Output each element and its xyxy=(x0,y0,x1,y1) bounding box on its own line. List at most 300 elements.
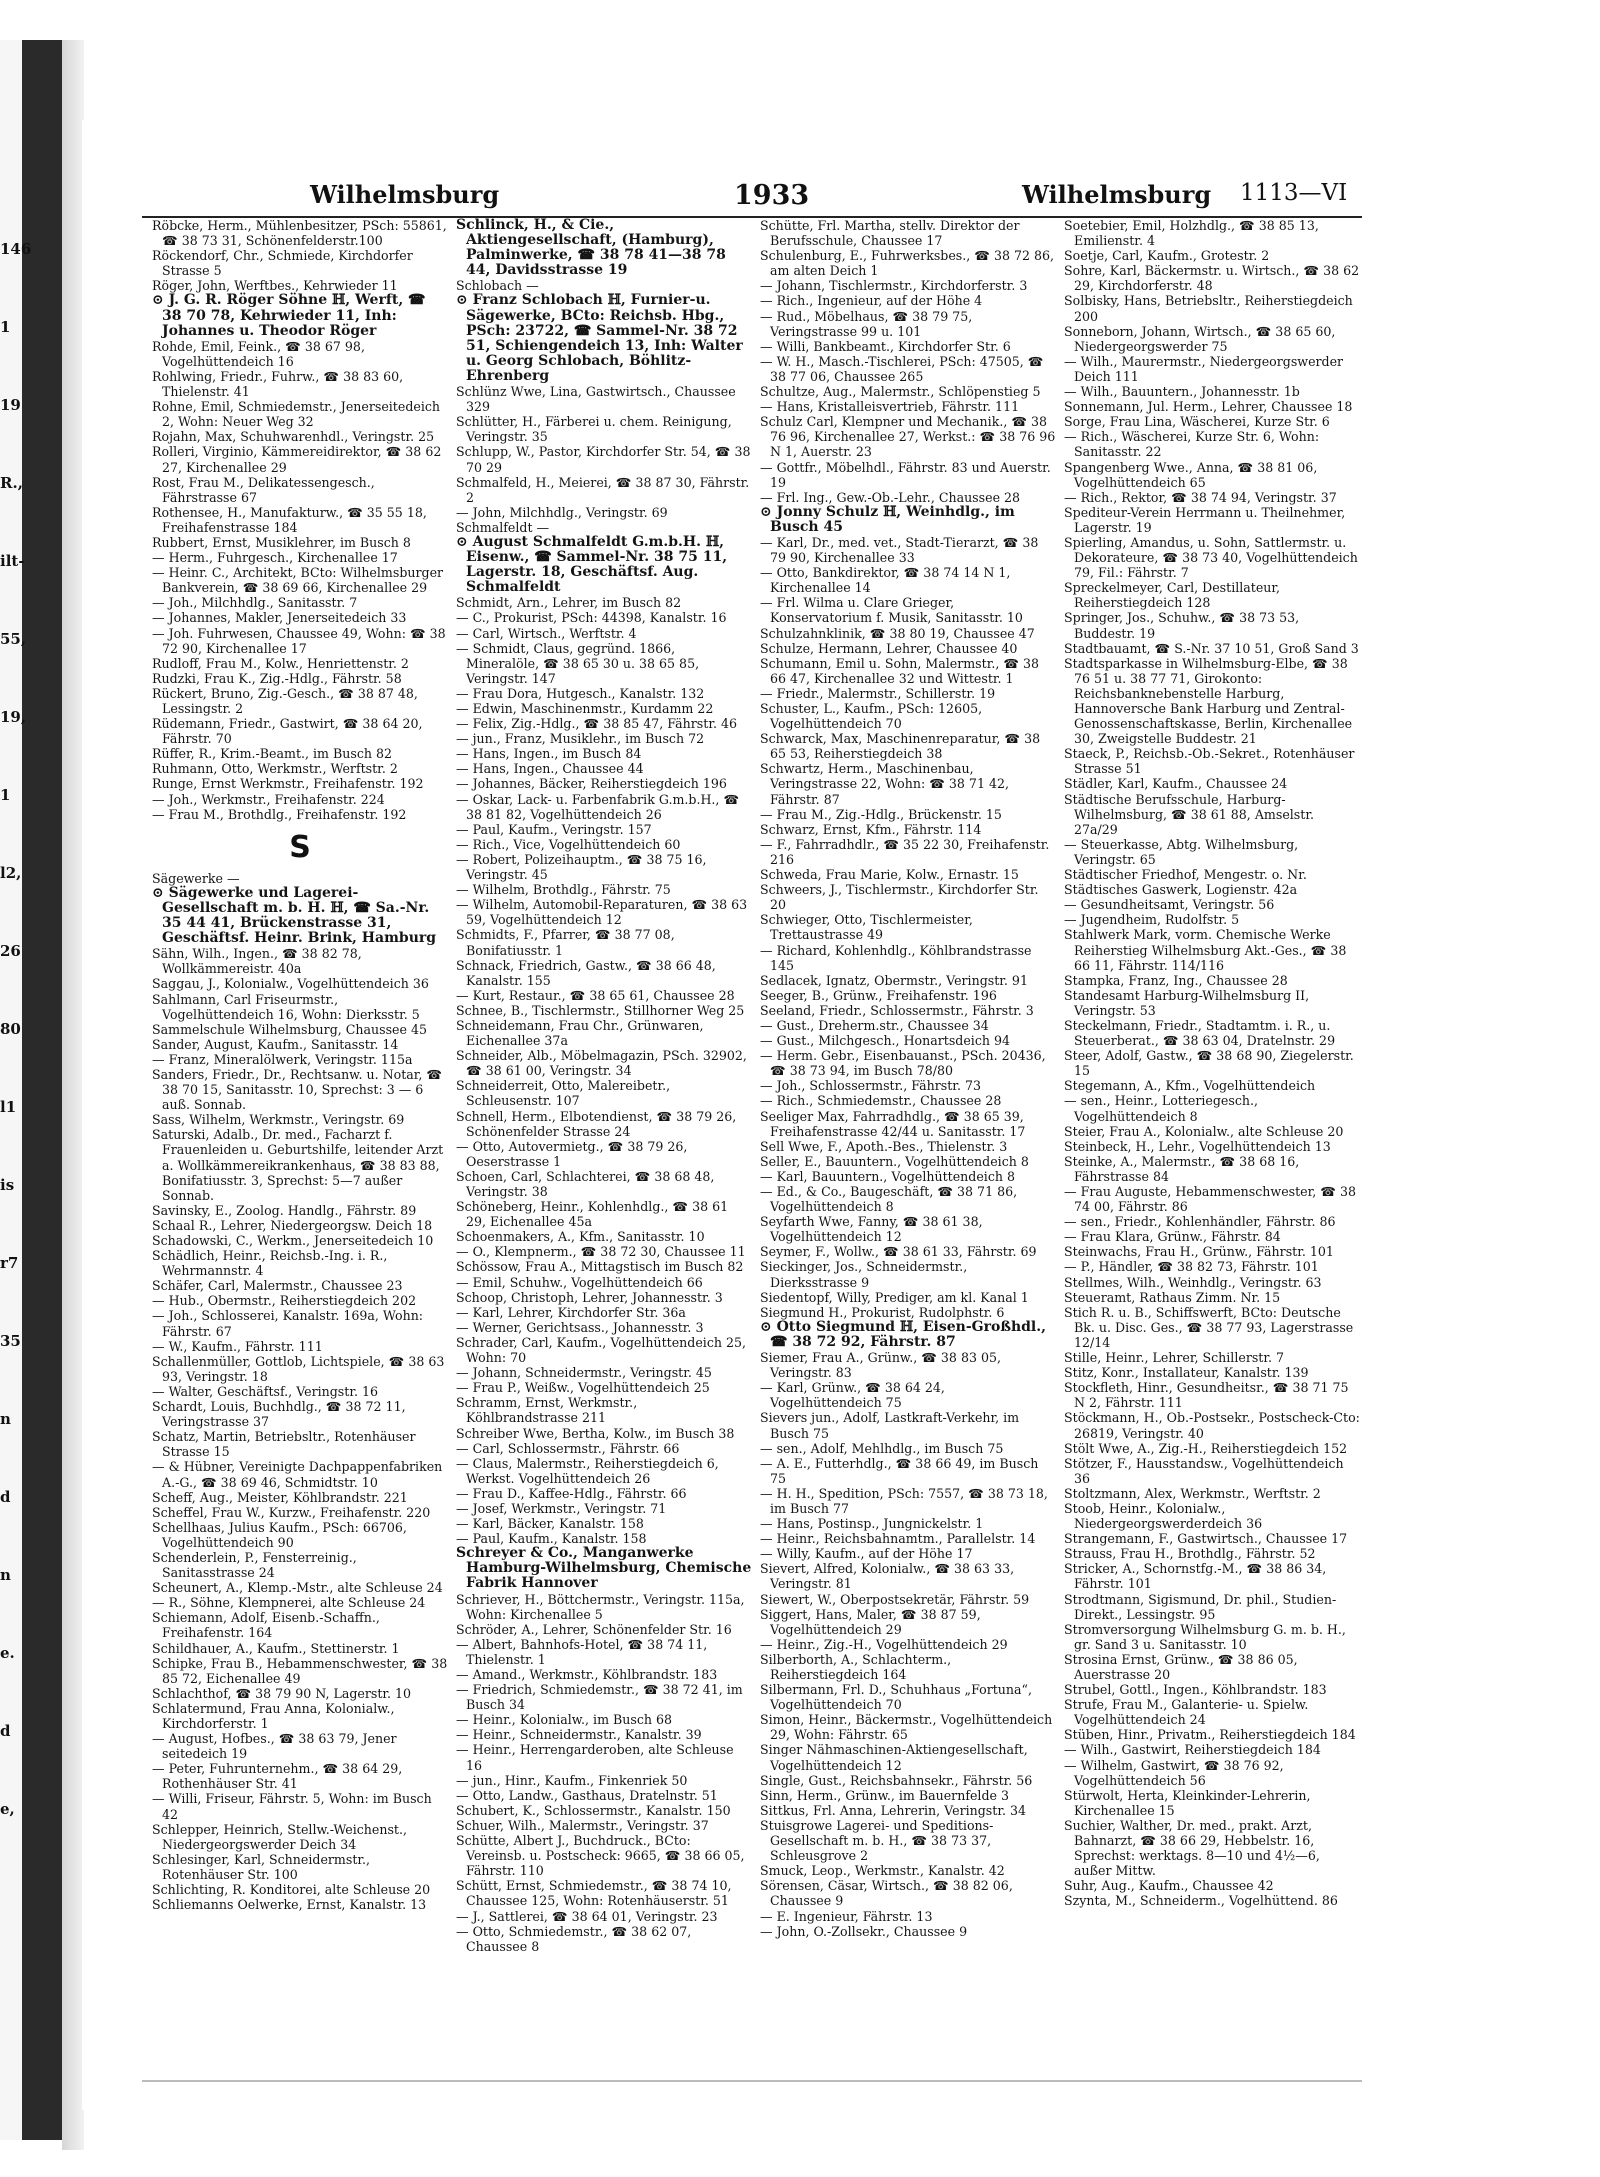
directory-entry: Rubbert, Ernst, Musiklehrer, im Busch 8 xyxy=(152,534,411,550)
directory-entry: — Frau M., Brothdlg., Freihafenstr. 192 xyxy=(152,806,407,822)
directory-entry: Stoob, Heinr., Kolonialw., Niedergeorgswerderdeich 36 xyxy=(1064,1500,1263,1532)
previous-page-fragment: 1 xyxy=(0,318,11,336)
directory-entry: — R., Söhne, Klempnerei, alte Schleuse 24 xyxy=(152,1595,426,1611)
directory-entry: Seller, E., Bauuntern., Vogelhüttendeich 8 xyxy=(760,1153,1029,1169)
directory-entry: Röbcke, Herm., Mühlenbesitzer, PSch: 55861, ☎ 38 73 31, Schönenfelderstr.100 xyxy=(152,218,447,249)
directory-entry: Schulenburg, E., Fuhrwerksbes., ☎ 38 72 86, am alten Deich 1 xyxy=(760,248,1055,279)
directory-entry: — Werner, Gerichtsass., Johannesstr. 3 xyxy=(456,1319,704,1335)
directory-page xyxy=(82,120,1522,2110)
column-4-entries xyxy=(1064,218,1360,1909)
directory-entry: Schütt, Ernst, Schmiedemstr., ☎ 38 74 10, Chaussee 125, Wohn: Rotenhäuserstr. 51 xyxy=(456,1878,732,1909)
previous-page-margin xyxy=(0,40,62,2140)
directory-entry: — Gesundheitsamt, Veringstr. 56 xyxy=(1064,897,1275,913)
directory-entry: Röger, John, Werftbes., Kehrwieder 11 xyxy=(152,278,398,294)
directory-entry: Sägewerke — xyxy=(152,870,240,886)
directory-entry: — Walter, Geschäftsf., Veringstr. 16 xyxy=(152,1383,378,1399)
directory-entry: — Herm. Gebr., Eisenbauanst., PSch. 20436, ☎ 38 73 94, im Busch 78/80 xyxy=(760,1048,1046,1079)
directory-entry: Strangemann, F., Gastwirtsch., Chaussee 17 xyxy=(1064,1531,1348,1547)
directory-entry: Scheff, Aug., Meister, Köhlbrandstr. 221 xyxy=(152,1489,408,1505)
directory-entry: Stromversorgung Wilhelmsburg G. m. b. H., gr. Sand 3 u. Sanitasstr. 10 xyxy=(1064,1621,1346,1652)
previous-page-fragment: e, xyxy=(0,1800,15,1818)
directory-entry: Saturski, Adalb., Dr. med., Facharzt f. Frauenleiden u. Geburtshilfe, leitender Arzt a. Wollkämmereikrankenhaus, ☎ 38 83 88, Bonifatiusstr. 3, Sprechst: 5—7 außer Sonnab. xyxy=(152,1127,444,1203)
directory-entry: Schlesinger, Karl, Schneidermstr., Rotenhäuser Str. 100 xyxy=(152,1851,371,1882)
directory-entry: — Frau M., Zig.-Hdlg., Brückenstr. 15 xyxy=(760,806,1002,822)
directory-entry: ⊙ August Schmalfeldt G.m.b.H. ℍ, Eisenw., ☎ Sammel-Nr. 38 75 11, Lagerstr. 18, Geschäftsf. Aug. Schmalfeldt xyxy=(456,533,728,596)
directory-entry: Schmalfeldt — xyxy=(456,519,550,535)
directory-entry: Schneider, Alb., Möbelmagazin, PSch. 32902, ☎ 38 61 00, Veringstr. 34 xyxy=(456,1048,747,1079)
directory-entry: — John, Milchhdlg., Veringstr. 69 xyxy=(456,504,668,520)
directory-entry: Schäfer, Carl, Malermstr., Chaussee 23 xyxy=(152,1278,403,1294)
header-left-title: Wilhelmsburg xyxy=(310,180,500,209)
directory-entry: — Felix, Zig.-Hdlg., ☎ 38 85 47, Fährstr. 46 xyxy=(456,716,737,732)
directory-entry: — Gust., Dreherm.str., Chaussee 34 xyxy=(760,1017,989,1033)
previous-page-fragment: d xyxy=(0,1722,11,1740)
previous-page-fragment: is xyxy=(0,1176,15,1194)
directory-entry: Schlupp, W., Pastor, Kirchdorfer Str. 54, ☎ 38 70 29 xyxy=(456,444,751,475)
directory-entry: Sohre, Karl, Bäckermstr. u. Wirtsch., ☎ 38 62 29, Kirchdorferstr. 48 xyxy=(1064,263,1360,294)
column-1 xyxy=(152,218,448,2078)
directory-entry: Schiemann, Adolf, Eisenb.-Schaffn., Freihafenstr. 164 xyxy=(152,1610,380,1641)
header-page-number: 1113—VI xyxy=(1240,180,1348,206)
directory-entry: — Willy, Kaufm., auf der Höhe 17 xyxy=(760,1546,973,1562)
directory-entry: — Rich., Schmiedemstr., Chaussee 28 xyxy=(760,1093,1002,1109)
directory-entry: Savinsky, E., Zoolog. Handlg., Fährstr. 89 xyxy=(152,1202,417,1218)
directory-entry: Seyfarth Wwe, Fanny, ☎ 38 61 38, Vogelhüttendeich 12 xyxy=(760,1214,983,1245)
directory-entry: Schössow, Frau A., Mittagstisch im Busch 82 xyxy=(456,1259,744,1275)
directory-entry: Steckelmann, Friedr., Stadtamtm. i. R., u. Steuerberat., ☎ 38 63 04, Dratelnstr. 29 xyxy=(1064,1017,1336,1049)
directory-entry: ⊙ Franz Schlobach ℍ, Furnier-u. Sägewerke, BCto: Reichsb. Hbg., PSch: 23722, ☎ Sammel-Nr. 38 72 51, Schiengendeich 13, Inh: Walter u. Georg Schlobach, Böhlitz-Ehrenberg xyxy=(456,292,743,384)
directory-entry: — Josef, Werkmstr., Veringstr. 71 xyxy=(456,1500,667,1516)
directory-entry: Saggau, J., Kolonialw., Vogelhüttendeich 36 xyxy=(152,976,429,992)
directory-entry: — Richard, Kohlenhdlg., Köhlbrandstrasse 145 xyxy=(760,942,1032,973)
directory-entry: — sen., Heinr., Lotteriegesch., Vogelhüttendeich 8 xyxy=(1064,1093,1259,1124)
directory-entry: Rohlwing, Friedr., Fuhrw., ☎ 38 83 60, Thielenstr. 41 xyxy=(152,368,404,400)
directory-entry: Rohne, Emil, Schmiedemstr., Jenerseitedeich 2, Wohn: Neuer Weg 32 xyxy=(152,399,441,430)
directory-entry: Schlünz Wwe, Lina, Gastwirtsch., Chaussee 329 xyxy=(456,384,736,415)
directory-entry: — Karl, Dr., med. vet., Stadt-Tierarzt, ☎ 38 79 90, Kirchenallee 33 xyxy=(760,534,1039,566)
directory-entry: — Amand., Werkmstr., Köhlbrandstr. 183 xyxy=(456,1667,718,1682)
directory-entry: Scheunert, A., Klemp.-Mstr., alte Schleuse 24 xyxy=(152,1580,443,1596)
directory-entry: — Joh., Schlosserei, Kanalstr. 169a, Wohn: Fährstr. 67 xyxy=(152,1308,424,1339)
directory-entry: Röckendorf, Chr., Schmiede, Kirchdorfer Strasse 5 xyxy=(152,248,413,279)
directory-entry: — Paul, Kaufm., Veringstr. 157 xyxy=(456,821,652,837)
directory-entry: — Franz, Mineralölwerk, Veringstr. 115a xyxy=(152,1051,413,1067)
directory-entry: Rojahn, Max, Schuhwarenhdl., Veringstr. 25 xyxy=(152,429,435,445)
column-3-entries xyxy=(760,218,1056,1939)
directory-entry: Schlobach — xyxy=(456,278,539,294)
directory-entry: Stegemann, A., Kfm., Vogelhüttendeich xyxy=(1064,1078,1316,1094)
directory-entry: Stellmes, Wilh., Weinhdlg., Veringstr. 63 xyxy=(1064,1274,1322,1290)
directory-entry: Suhr, Aug., Kaufm., Chaussee 42 xyxy=(1064,1878,1274,1894)
directory-entry: Sievers jun., Adolf, Lastkraft-Verkehr, im Busch 75 xyxy=(760,1410,1020,1441)
directory-entry: Stöckmann, H., Ob.-Postsekr., Postscheck-Cto: 26819, Veringstr. 40 xyxy=(1064,1410,1360,1441)
directory-entry: Städler, Karl, Kaufm., Chaussee 24 xyxy=(1064,776,1288,792)
previous-page-fragment: 1 xyxy=(0,786,11,804)
directory-entry: Schoen, Carl, Schlachterei, ☎ 38 68 48, Veringstr. 38 xyxy=(456,1168,715,1199)
directory-entry: Seeland, Friedr., Schlossermstr., Fährstr. 3 xyxy=(760,1002,1034,1018)
directory-entry: Schnell, Herm., Elbotendienst, ☎ 38 79 26, Schönenfelder Strasse 24 xyxy=(456,1108,737,1139)
directory-entry: Schöneberg, Heinr., Kohlenhdlg., ☎ 38 61 29, Eichenallee 45a xyxy=(456,1199,729,1230)
directory-entry: — Joh., Milchhdlg., Sanitasstr. 7 xyxy=(152,595,358,611)
directory-entry: — Peter, Fuhrunternehm., ☎ 38 64 29, Rothenhäuser Str. 41 xyxy=(152,1761,403,1792)
directory-entry: — Johannes, Bäcker, Reiherstiegdeich 196 xyxy=(456,776,727,792)
directory-entry: Schreiber Wwe, Bertha, Kolw., im Busch 38 xyxy=(456,1425,735,1441)
directory-entry: Stich R. u. B., Schiffswerft, BCto: Deutsche Bk. u. Disc. Ges., ☎ 38 77 93, Lagerstrasse 12/14 xyxy=(1064,1304,1354,1350)
column-1-entries-b xyxy=(152,871,448,1912)
directory-entry: Schipke, Frau B., Hebammenschwester, ☎ 38 85 72, Eichenallee 49 xyxy=(152,1655,448,1686)
directory-entry: Sorge, Frau Lina, Wäscherei, Kurze Str. 6 xyxy=(1064,414,1330,430)
directory-entry: Steinke, A., Malermstr., ☎ 38 68 16, Fährstrasse 84 xyxy=(1064,1153,1300,1184)
directory-entry: — Ed., & Co., Baugeschäft, ☎ 38 71 86, Vogelhüttendeich 8 xyxy=(760,1184,1018,1215)
directory-entry: — Joh. Fuhrwesen, Chaussee 49, Wohn: ☎ 38 72 90, Kirchenallee 17 xyxy=(152,625,446,656)
directory-entry: — Gottfr., Möbelhdl., Fährstr. 83 und Auerstr. 19 xyxy=(760,459,1051,490)
directory-entry: Single, Gust., Reichsbahnsekr., Fährstr. 56 xyxy=(760,1772,1033,1788)
directory-entry: Schuer, Wilh., Malermstr., Veringstr. 37 xyxy=(456,1817,709,1833)
directory-entry: Stadtsparkasse in Wilhelmsburg-Elbe, ☎ 38 76 51 u. 38 77 71, Girokonto: Reichsbanknebenstelle Harburg, Hannoversche Bank Harburg und Zentral-Genossenschaftskasse, Berlin, Kirchenallee 30, Zweigstelle Buddestr. 21 xyxy=(1064,655,1353,747)
directory-entry: Spierling, Amandus, u. Sohn, Sattlermstr. u. Dekorateure, ☎ 38 73 40, Vogelhüttendeich 79, Fil.: Fährstr. 7 xyxy=(1064,534,1358,581)
directory-entry: Schaal R., Lehrer, Niedergeorgsw. Deich 18 xyxy=(152,1217,433,1233)
directory-entry: — Karl, Lehrer, Kirchdorfer Str. 36a xyxy=(456,1304,686,1320)
directory-entry: Stockfleth, Hinr., Gesundheitsr., ☎ 38 71 75 N 2, Fährstr. 111 xyxy=(1064,1380,1349,1411)
directory-entry: Schweers, J., Tischlermstr., Kirchdorfer Str. 20 xyxy=(760,882,1039,913)
directory-entry: Sörensen, Cäsar, Wirtsch., ☎ 38 82 06, Chaussee 9 xyxy=(760,1878,1013,1909)
directory-entry: Seeger, B., Grünw., Freihafenstr. 196 xyxy=(760,987,997,1003)
directory-entry: Stadtbauamt, ☎ S.-Nr. 37 10 51, Groß Sand 3 xyxy=(1064,640,1359,656)
directory-entry: Schlatermund, Frau Anna, Kolonialw., Kirchdorferstr. 1 xyxy=(152,1700,395,1731)
directory-entry: Soetje, Carl, Kaufm., Grotestr. 2 xyxy=(1064,248,1270,264)
directory-entry: — Robert, Polizeihauptm., ☎ 38 75 16, Veringstr. 45 xyxy=(456,851,707,883)
directory-entry: Schütte, Frl. Martha, stellv. Direktor der Berufsschule, Chaussee 17 xyxy=(760,218,1020,249)
directory-entry: Schulzahnklinik, ☎ 38 80 19, Chaussee 47 xyxy=(760,625,1035,641)
directory-entry: Schellhaas, Julius Kaufm., PSch: 66706, Vogelhüttendeich 90 xyxy=(152,1519,407,1550)
page-header xyxy=(142,180,1352,216)
directory-entry: Runge, Ernst Werkmstr., Freihafenstr. 192 xyxy=(152,776,424,792)
directory-entry: Stahlwerk Mark, vorm. Chemische Werke Reiherstieg Wilhelmsburg Akt.-Ges., ☎ 38 66 11, Fährstr. 114/116 xyxy=(1064,927,1347,973)
directory-entry: — Herm., Fuhrgesch., Kirchenallee 17 xyxy=(152,550,398,566)
directory-entry: — John, O.-Zollsekr., Chaussee 9 xyxy=(760,1923,968,1939)
directory-entry: Rudloff, Frau M., Kolw., Henriettenstr. 2 xyxy=(152,655,409,671)
directory-entry: — Heinr., Kolonialw., im Busch 68 xyxy=(456,1712,673,1728)
directory-entry: Szynta, M., Schneiderm., Vogelhüttend. 86 xyxy=(1064,1893,1338,1909)
directory-entry: — Wilhelm, Automobil-Reparaturen, ☎ 38 63 59, Vogelhüttendeich 12 xyxy=(456,897,748,928)
column-4 xyxy=(1064,218,1360,2078)
directory-entry: Schriever, H., Böttchermstr., Veringstr. 115a, Wohn: Kirchenallee 5 xyxy=(456,1591,745,1622)
directory-entry: Solbisky, Hans, Betriebsltr., Reiherstiegdeich 200 xyxy=(1064,293,1353,324)
directory-entry: Schmidt, Arn., Lehrer, im Busch 82 xyxy=(456,595,682,611)
directory-entry: — jun., Franz, Musiklehr., im Busch 72 xyxy=(456,731,705,747)
directory-entry: Rolleri, Virginio, Kämmereidirektor, ☎ 38 62 27, Kirchenallee 29 xyxy=(152,444,442,475)
directory-entry: Schmidts, F., Pfarrer, ☎ 38 77 08, Bonifatiusstr. 1 xyxy=(456,927,675,958)
directory-entry: Schramm, Ernst, Werkmstr., Köhlbrandstrasse 211 xyxy=(456,1395,638,1426)
directory-entry: Silberborth, A., Schlachterm., Reiherstiegdeich 164 xyxy=(760,1651,952,1682)
directory-entry: Schulze, Hermann, Lehrer, Chaussee 40 xyxy=(760,640,1018,656)
directory-entry: — Gust., Milchgesch., Honartsdeich 94 xyxy=(760,1033,1011,1049)
column-2-entries xyxy=(456,218,752,1954)
directory-entry: Spediteur-Verein Herrmann u. Theilnehmer, Lagerstr. 19 xyxy=(1064,504,1346,535)
directory-entry: — Johann, Schneidermstr., Veringstr. 45 xyxy=(456,1365,712,1381)
directory-entry: — Hans, Kristalleisvertrieb, Fährstr. 111 xyxy=(760,399,1020,415)
directory-entry: — Heinr. C., Architekt, BCto: Wilhelmsburger Bankverein, ☎ 38 69 66, Kirchenallee 29 xyxy=(152,565,444,596)
directory-entry: — Otto, Landw., Gasthaus, Dratelnstr. 51 xyxy=(456,1787,718,1803)
directory-entry: — E. Ingenieur, Fährstr. 13 xyxy=(760,1908,933,1924)
directory-entry: Scheffel, Frau W., Kurzw., Freihafenstr. 220 xyxy=(152,1504,431,1520)
directory-entry: Schardt, Louis, Buchhdlg., ☎ 38 72 11, Veringstrasse 37 xyxy=(152,1399,406,1430)
directory-entry: ⊙ J. G. R. Röger Söhne ℍ, Werft, ☎ 38 70 78, Kehrwieder 11, Inh: Johannes u. Theodor Röger xyxy=(152,292,426,339)
directory-entry: Schlinck, H., & Cie., Aktiengesellschaft, (Hamburg), Palminwerke, ☎ 38 78 41—38 78 44, Davidsstrasse 19 xyxy=(456,218,726,279)
directory-entry: Rost, Frau M., Delikatessengesch., Fährstrasse 67 xyxy=(152,474,375,505)
directory-entry: Sonneborn, Johann, Wirtsch., ☎ 38 65 60, Niedergeorgswerder 75 xyxy=(1064,323,1336,354)
previous-page-fragment: ilt- xyxy=(0,552,25,570)
directory-entry: — C., Prokurist, PSch: 44398, Kanalstr. 16 xyxy=(456,610,727,626)
directory-entry: — W., Kaufm., Fährstr. 111 xyxy=(152,1338,323,1354)
previous-page-fragment: 146 xyxy=(0,240,32,258)
directory-entry: — Johann, Tischlermstr., Kirchdorferstr. 3 xyxy=(760,278,1028,294)
directory-entry: Schuster, L., Kaufm., PSch: 12605, Vogelhüttendeich 70 xyxy=(760,701,983,732)
directory-entry: Strubel, Gottl., Ingen., Köhlbrandstr. 183 xyxy=(1064,1682,1327,1698)
directory-entry: — Friedr., Malermstr., Schillerstr. 19 xyxy=(760,685,996,701)
directory-entry: Sonnemann, Jul. Herm., Lehrer, Chaussee 18 xyxy=(1064,399,1353,415)
directory-entry: Schmalfeld, H., Meierei, ☎ 38 87 30, Fährstr. 2 xyxy=(456,474,750,505)
directory-entry: — Heinr., Herrengarderoben, alte Schleuse 16 xyxy=(456,1742,734,1773)
directory-entry: Steueramt, Rathaus Zimm. Nr. 15 xyxy=(1064,1289,1281,1305)
directory-entry: — Otto, Schmiedemstr., ☎ 38 62 07, Chaussee 8 xyxy=(456,1923,692,1954)
directory-entry: — Friedrich, Schmiedemstr., ☎ 38 72 41, im Busch 34 xyxy=(456,1682,743,1713)
directory-entry: — Claus, Malermstr., Reiherstiegdeich 6, Werkst. Vogelhüttendeich 26 xyxy=(456,1455,719,1486)
directory-entry: — & Hübner, Vereinigte Dachpappenfabriken A.-G., ☎ 38 69 46, Schmidtstr. 10 xyxy=(152,1459,443,1490)
directory-entry: — Schmidt, Claus, gegründ. 1866, Mineralöle, ☎ 38 65 30 u. 38 65 85, Veringstr. 147 xyxy=(456,640,700,686)
directory-entry: Stüben, Hinr., Privatm., Reiherstiegdeich 184 xyxy=(1064,1727,1356,1743)
directory-entry: — Wilhelm, Brothdlg., Fährstr. 75 xyxy=(456,882,671,898)
directory-entry: Soetebier, Emil, Holzhdlg., ☎ 38 85 13, Emilienstr. 4 xyxy=(1064,218,1319,249)
directory-entry: — Joh., Werkmstr., Freihafenstr. 224 xyxy=(152,791,385,807)
directory-entry: Städtische Berufsschule, Harburg-Wilhelmsburg, ☎ 38 61 88, Amselstr. 27a/29 xyxy=(1064,791,1314,837)
page-gutter-shadow xyxy=(62,40,84,2150)
previous-page-fragment: 26 xyxy=(0,942,21,960)
directory-entry: — Frl. Ing., Gew.-Ob.-Lehr., Chaussee 28 xyxy=(760,489,1021,505)
directory-entry: — Hans, Postinsp., Jungnickelstr. 1 xyxy=(760,1516,984,1532)
directory-entry: — sen., Friedr., Kohlenhändler, Fährstr. 86 xyxy=(1064,1214,1336,1230)
directory-entry: Schrader, Carl, Kaufm., Vogelhüttendeich 25, Wohn: 70 xyxy=(456,1334,747,1366)
directory-entry: Sass, Wilhelm, Werkmstr., Veringstr. 69 xyxy=(152,1112,405,1128)
directory-entry: Rüffer, R., Krim.-Beamt., im Busch 82 xyxy=(152,746,393,762)
directory-entry: — Carl, Wirtsch., Werftstr. 4 xyxy=(456,625,637,641)
previous-page-fragment: d xyxy=(0,1488,11,1506)
directory-entry: ⊙ Otto Siegmund ℍ, Eisen-Großhdl., ☎ 38 72 92, Fährstr. 87 xyxy=(760,1318,1046,1350)
directory-entry: Schadowski, C., Werkm., Jenerseitedeich 10 xyxy=(152,1233,434,1248)
directory-entry: Schwarck, Max, Maschinenreparatur, ☎ 38 65 53, Reiherstiegdeich 38 xyxy=(760,731,1041,762)
directory-entry: Städtischer Friedhof, Mengestr. o. Nr. xyxy=(1064,867,1307,883)
directory-entry: — Otto, Bankdirektor, ☎ 38 74 14 N 1, Kirchenallee 14 xyxy=(760,565,1011,596)
directory-entry: — A. E., Futterhdlg., ☎ 38 66 49, im Busch 75 xyxy=(760,1455,1039,1486)
directory-entry: Stampka, Franz, Ing., Chaussee 28 xyxy=(1064,972,1288,988)
column-1-entries-a xyxy=(152,218,448,822)
directory-entry: Strauss, Frau H., Brothdlg., Fährstr. 52 xyxy=(1064,1546,1316,1562)
directory-entry: Rudzki, Frau K., Zig.-Hdlg., Fährstr. 58 xyxy=(152,670,402,686)
directory-entry: Steinwachs, Frau H., Grünw., Fährstr. 101 xyxy=(1064,1244,1334,1260)
directory-entry: Sittkus, Frl. Anna, Lehrerin, Veringstr. 34 xyxy=(760,1802,1026,1818)
previous-page-fragment: e. xyxy=(0,1644,15,1662)
directory-entry: — Karl, Bäcker, Kanalstr. 158 xyxy=(456,1516,644,1532)
directory-entry: Sinn, Herm., Grünw., im Bauernfelde 3 xyxy=(760,1787,1009,1803)
directory-entry: Springer, Jos., Schuhw., ☎ 38 73 53, Buddestr. 19 xyxy=(1064,610,1300,641)
directory-entry: Schliemanns Oelwerke, Ernst, Kanalstr. 13 xyxy=(152,1897,427,1913)
directory-entry: Schulz Carl, Klempner und Mechanik., ☎ 38 76 96, Kirchenallee 27, Werkst.: ☎ 38 76 96 N 1, Auerstr. 23 xyxy=(760,414,1056,460)
previous-page-fragment: 19, xyxy=(0,708,27,726)
directory-entry: Schwartz, Herm., Maschinenbau, Veringstrasse 22, Wohn: ☎ 38 71 42, Fährstr. 87 xyxy=(760,761,1009,807)
previous-page-fragment: 55, xyxy=(0,630,27,648)
directory-entry: Smuck, Leop., Werkmstr., Kanalstr. 42 xyxy=(760,1863,1005,1879)
directory-entry: Silbermann, Frl. D., Schuhhaus „Fortuna“, Vogelhüttendeich 70 xyxy=(760,1682,1032,1713)
directory-entry: Schoenmakers, A., Kfm., Sanitasstr. 10 xyxy=(456,1229,705,1245)
directory-entry: Singer Nähmaschinen-Aktiengesellschaft, Vogelhüttendeich 12 xyxy=(760,1742,1028,1773)
directory-entry: Schweda, Frau Marie, Kolw., Ernastr. 15 xyxy=(760,867,1019,883)
directory-entry: Seymer, F., Wollw., ☎ 38 61 33, Fährstr. 69 xyxy=(760,1244,1037,1260)
previous-page-fragment: n xyxy=(0,1410,11,1428)
directory-entry: Schoop, Christoph, Lehrer, Johannesstr. 3 xyxy=(456,1289,723,1305)
directory-entry: Schildhauer, A., Kaufm., Stettinerstr. 1 xyxy=(152,1640,400,1656)
directory-entry: Sell Wwe, F., Apoth.-Bes., Thielenstr. 3 xyxy=(760,1138,1008,1154)
directory-entry: — Joh., Schlossermstr., Fährstr. 73 xyxy=(760,1078,981,1094)
directory-entry: Stölt Wwe, A., Zig.-H., Reiherstiegdeich 152 xyxy=(1064,1440,1348,1456)
section-letter-s: S xyxy=(289,829,311,865)
directory-entry: — Carl, Schlossermstr., Fährstr. 66 xyxy=(456,1440,680,1456)
directory-entry: Staeck, P., Reichsb.-Ob.-Sekret., Rotenhäuser Strasse 51 xyxy=(1064,746,1355,777)
directory-entry: — Hans, Ingen., im Busch 84 xyxy=(456,746,642,762)
directory-entry: — Rich., Wäscherei, Kurze Str. 6, Wohn: Sanitasstr. 22 xyxy=(1064,429,1320,460)
directory-entry: Siemer, Frau A., Grünw., ☎ 38 83 05, Veringstr. 83 xyxy=(760,1350,1002,1381)
directory-entry: Schneiderreit, Otto, Malereibetr., Schleusenstr. 107 xyxy=(456,1078,671,1109)
directory-entry: — Frau Auguste, Hebammenschwester, ☎ 38 74 00, Fährstr. 86 xyxy=(1064,1184,1356,1215)
directory-entry: Sander, August, Kaufm., Sanitasstr. 14 xyxy=(152,1036,399,1052)
directory-entry: — Otto, Autovermietg., ☎ 38 79 26, Oeserstrasse 1 xyxy=(456,1138,688,1169)
directory-entry: Stötzer, F., Hausstandsw., Vogelhüttendeich 36 xyxy=(1064,1455,1344,1486)
directory-entry: — Hub., Obermstr., Reiherstiegdeich 202 xyxy=(152,1293,417,1309)
directory-entry: Strosina Ernst, Grünw., ☎ 38 86 05, Auerstrasse 20 xyxy=(1064,1651,1298,1682)
previous-page-edge xyxy=(0,40,32,2140)
directory-entry: Spangenberg Wwe., Anna, ☎ 38 81 06, Vogelhüttendeich 65 xyxy=(1064,459,1318,490)
directory-columns xyxy=(152,218,1362,2078)
directory-entry: Siedentopf, Willy, Prediger, am kl. Kanal 1 xyxy=(760,1289,1029,1305)
directory-entry: Schnack, Friedrich, Gastw., ☎ 38 66 48, Kanalstr. 155 xyxy=(456,957,716,988)
directory-entry: Stille, Heinr., Lehrer, Schillerstr. 7 xyxy=(1064,1350,1285,1366)
directory-entry: — Willi, Friseur, Fährstr. 5, Wohn: im Busch 42 xyxy=(152,1791,432,1822)
directory-entry: — Jugendheim, Rudolfstr. 5 xyxy=(1064,912,1240,928)
directory-entry: Rothensee, H., Manufakturw., ☎ 35 55 18, Freihafenstrasse 184 xyxy=(152,504,427,535)
directory-entry: Standesamt Harburg-Wilhelmsburg II, Veringstr. 53 xyxy=(1064,987,1310,1018)
directory-entry: — Heinr., Reichsbahnamtm., Parallelstr. 14 xyxy=(760,1531,1036,1547)
directory-entry: — Karl, Grünw., ☎ 38 64 24, Vogelhüttendeich 75 xyxy=(760,1380,945,1411)
directory-entry: Stuisgrowe Lagerei- und Speditions-Gesellschaft m. b. H., ☎ 38 73 37, Schleusgrove 2 xyxy=(760,1817,994,1864)
directory-entry: Rüdemann, Friedr., Gastwirt, ☎ 38 64 20, Fährstr. 70 xyxy=(152,716,423,747)
directory-entry: Steer, Adolf, Gastw., ☎ 38 68 90, Ziegelerstr. 15 xyxy=(1064,1048,1354,1079)
directory-entry: — O., Klempnerm., ☎ 38 72 30, Chaussee 11 xyxy=(456,1244,746,1260)
directory-entry: — Emil, Schuhw., Vogelhüttendeich 66 xyxy=(456,1274,703,1290)
header-year: 1933 xyxy=(734,180,810,211)
directory-entry: Stürwolt, Herta, Kleinkinder-Lehrerin, Kirchenallee 15 xyxy=(1064,1787,1311,1818)
previous-page-fragment: r7 xyxy=(0,1254,19,1272)
directory-entry: Schwarz, Ernst, Kfm., Fährstr. 114 xyxy=(760,821,982,837)
directory-entry: Rohde, Emil, Feink., ☎ 38 67 98, Vogelhüttendeich 16 xyxy=(152,338,365,369)
directory-entry: Stoltzmann, Alex, Werkmstr., Werftstr. 2 xyxy=(1064,1485,1321,1501)
directory-entry: — Rich., Vice, Vogelhüttendeich 60 xyxy=(456,836,681,852)
directory-entry: — Wilh., Bauuntern., Johannesstr. 1b xyxy=(1064,384,1300,400)
directory-entry: Schnee, B., Tischlermstr., Stillhorner Weg 25 xyxy=(456,1002,745,1018)
directory-entry: Siewert, W., Oberpostsekretär, Fährstr. 59 xyxy=(760,1591,1030,1607)
directory-entry: — W. H., Masch.-Tischlerei, PSch: 47505, ☎ 38 77 06, Chaussee 265 xyxy=(760,353,1044,384)
previous-page-fragment: 19 xyxy=(0,396,21,414)
directory-entry: Steier, Frau A., Kolonialw., alte Schleuse 20 xyxy=(1064,1123,1344,1139)
directory-entry: Sedlacek, Ignatz, Obermstr., Veringstr. 91 xyxy=(760,972,1028,988)
page-bottom-rule xyxy=(142,2080,1362,2082)
directory-entry: Sanders, Friedr., Dr., Rechtsanw. u. Notar, ☎ 38 70 15, Sanitasstr. 10, Sprechst: 3 — 6 auß. Sonnab. xyxy=(152,1066,443,1113)
directory-entry: — Wilh., Gastwirt, Reiherstiegdeich 184 xyxy=(1064,1742,1321,1758)
previous-page-fragment: R., xyxy=(0,474,23,492)
previous-page-fragment: 35 xyxy=(0,1332,21,1350)
directory-entry: Sammelschule Wilhelmsburg, Chaussee 45 xyxy=(152,1021,427,1037)
directory-entry: Schlachthof, ☎ 38 79 90 N, Lagerstr. 10 xyxy=(152,1685,412,1701)
directory-entry: Strodtmann, Sigismund, Dr. phil., Studien-Direkt., Lessingstr. 95 xyxy=(1064,1591,1337,1622)
directory-entry: — Frau D., Kaffee-Hdlg., Fährstr. 66 xyxy=(456,1485,687,1501)
directory-entry: — Kurt, Restaur., ☎ 38 65 61, Chaussee 28 xyxy=(456,987,735,1003)
directory-entry: — Wilh., Maurermstr., Niedergeorgswerder Deich 111 xyxy=(1064,353,1344,384)
directory-entry: — Edwin, Maschinenmstr., Kurdamm 22 xyxy=(456,701,714,716)
previous-page-fragment: l1 xyxy=(0,1098,17,1116)
directory-entry: — F., Fahrradhdlr., ☎ 35 22 30, Freihafenstr. 216 xyxy=(760,836,1050,867)
directory-entry: Schallenmüller, Gottlob, Lichtspiele, ☎ 38 63 93, Veringstr. 18 xyxy=(152,1353,445,1384)
directory-entry: Schultze, Aug., Malermstr., Schlöpenstieg 5 xyxy=(760,384,1041,400)
directory-entry: Sahlmann, Carl Friseurmstr., Vogelhüttendeich 16, Wohn: Dierksstr. 5 xyxy=(152,991,420,1022)
directory-entry: — J., Sattlerei, ☎ 38 64 01, Veringstr. 23 xyxy=(456,1908,718,1924)
directory-entry: — Oskar, Lack- u. Farbenfabrik G.m.b.H., ☎ 38 81 82, Vogelhüttendeich 26 xyxy=(456,791,740,822)
column-3 xyxy=(760,218,1056,2078)
directory-entry: Stricker, A., Schornstfg.-M., ☎ 38 86 34, Fährstr. 101 xyxy=(1064,1561,1327,1592)
directory-entry: Schenderlein, P., Fensterreinig., Sanitasstrasse 24 xyxy=(152,1549,357,1581)
previous-page-fragment: n xyxy=(0,1566,11,1584)
directory-entry: — Heinr., Schneidermstr., Kanalstr. 39 xyxy=(456,1727,702,1743)
directory-entry: — Albert, Bahnhofs-Hotel, ☎ 38 74 11, Thielenstr. 1 xyxy=(456,1636,708,1667)
directory-entry: — Frau P., Weißw., Vogelhüttendeich 25 xyxy=(456,1380,710,1396)
directory-entry: Stitz, Konr., Installateur, Kanalstr. 139 xyxy=(1064,1365,1309,1381)
directory-entry: Schütte, Albert J., Buchdruck., BCto: Vereinsb. u. Postscheck: 9665, ☎ 38 66 05, Fährstr. 110 xyxy=(456,1833,745,1879)
directory-entry: — sen., Adolf, Mehlhdlg., im Busch 75 xyxy=(760,1440,1004,1456)
directory-entry: — H. H., Spedition, PSch: 7557, ☎ 38 73 18, im Busch 77 xyxy=(760,1485,1048,1516)
directory-entry: Schädlich, Heinr., Reichsb.-Ing. i. R., Wehrmannstr. 4 xyxy=(152,1248,388,1279)
directory-entry: Seeliger Max, Fahrradhdlg., ☎ 38 65 39, Freihafenstrasse 42/44 u. Sanitasstr. 17 xyxy=(760,1108,1026,1139)
directory-entry: — Willi, Bankbeamt., Kirchdorfer Str. 6 xyxy=(760,338,1011,354)
directory-entry: Strufe, Frau M., Galanterie- u. Spielw. Vogelhüttendeich 24 xyxy=(1064,1697,1309,1728)
directory-entry: Sieckinger, Jos., Schneidermstr., Dierksstrasse 9 xyxy=(760,1259,968,1290)
directory-entry: Schreyer & Co., Manganwerke Hamburg-Wilhelmsburg, Chemische Fabrik Hannover xyxy=(456,1545,752,1592)
directory-entry: — August, Hofbes., ☎ 38 63 79, Jener seitedeich 19 xyxy=(152,1731,397,1762)
directory-entry: Sähn, Wilh., Ingen., ☎ 38 82 78, Wollkämmereistr. 40a xyxy=(152,946,362,977)
previous-page-fragment: 80 xyxy=(0,1020,21,1038)
directory-entry: — Rich., Ingenieur, auf der Höhe 4 xyxy=(760,293,983,309)
directory-entry: — Rud., Möbelhaus, ☎ 38 79 75, Veringstrasse 99 u. 101 xyxy=(760,308,973,339)
directory-entry: — Karl, Bauuntern., Vogelhüttendeich 8 xyxy=(760,1168,1016,1184)
directory-entry: Ruhmann, Otto, Werkmstr., Werftstr. 2 xyxy=(152,761,398,777)
directory-entry: Suchier, Walther, Dr. med., prakt. Arzt, Bahnarzt, ☎ 38 66 29, Hebbelstr. 16, Sprechst: werktags. 8—10 und 4½—6, außer Mittw. xyxy=(1064,1817,1320,1879)
directory-entry: Schatz, Martin, Betriebsltr., Rotenhäuser Strasse 15 xyxy=(152,1429,416,1460)
directory-entry: Rückert, Bruno, Zig.-Gesch., ☎ 38 87 48, Lessingstr. 2 xyxy=(152,685,418,716)
directory-entry: — Frl. Wilma u. Clare Grieger, Konservatorium f. Musik, Sanitasstr. 10 xyxy=(760,595,1023,626)
directory-entry: Schwieger, Otto, Tischlermeister, Trettaustrasse 49 xyxy=(760,912,973,943)
directory-entry: ⊙ Sägewerke und Lagerei-Gesellschaft m. b. H. ℍ, ☎ Sa.-Nr. 35 44 41, Brückenstrasse 31, Geschäftsf. Heinr. Brink, Hamburg xyxy=(152,884,437,947)
directory-entry: Steinbeck, H., Lehr., Vogelhüttendeich 13 xyxy=(1064,1138,1331,1154)
directory-entry: Schröder, A., Lehrer, Schönenfelder Str. 16 xyxy=(456,1621,732,1637)
directory-entry: Schneidemann, Frau Chr., Grünwaren, Eichenallee 37a xyxy=(456,1017,704,1049)
directory-entry: Spreckelmeyer, Carl, Destillateur, Reiherstiegdeich 128 xyxy=(1064,580,1281,611)
directory-entry: ⊙ Jonny Schulz ℍ, Weinhdlg., im Busch 45 xyxy=(760,503,1015,535)
